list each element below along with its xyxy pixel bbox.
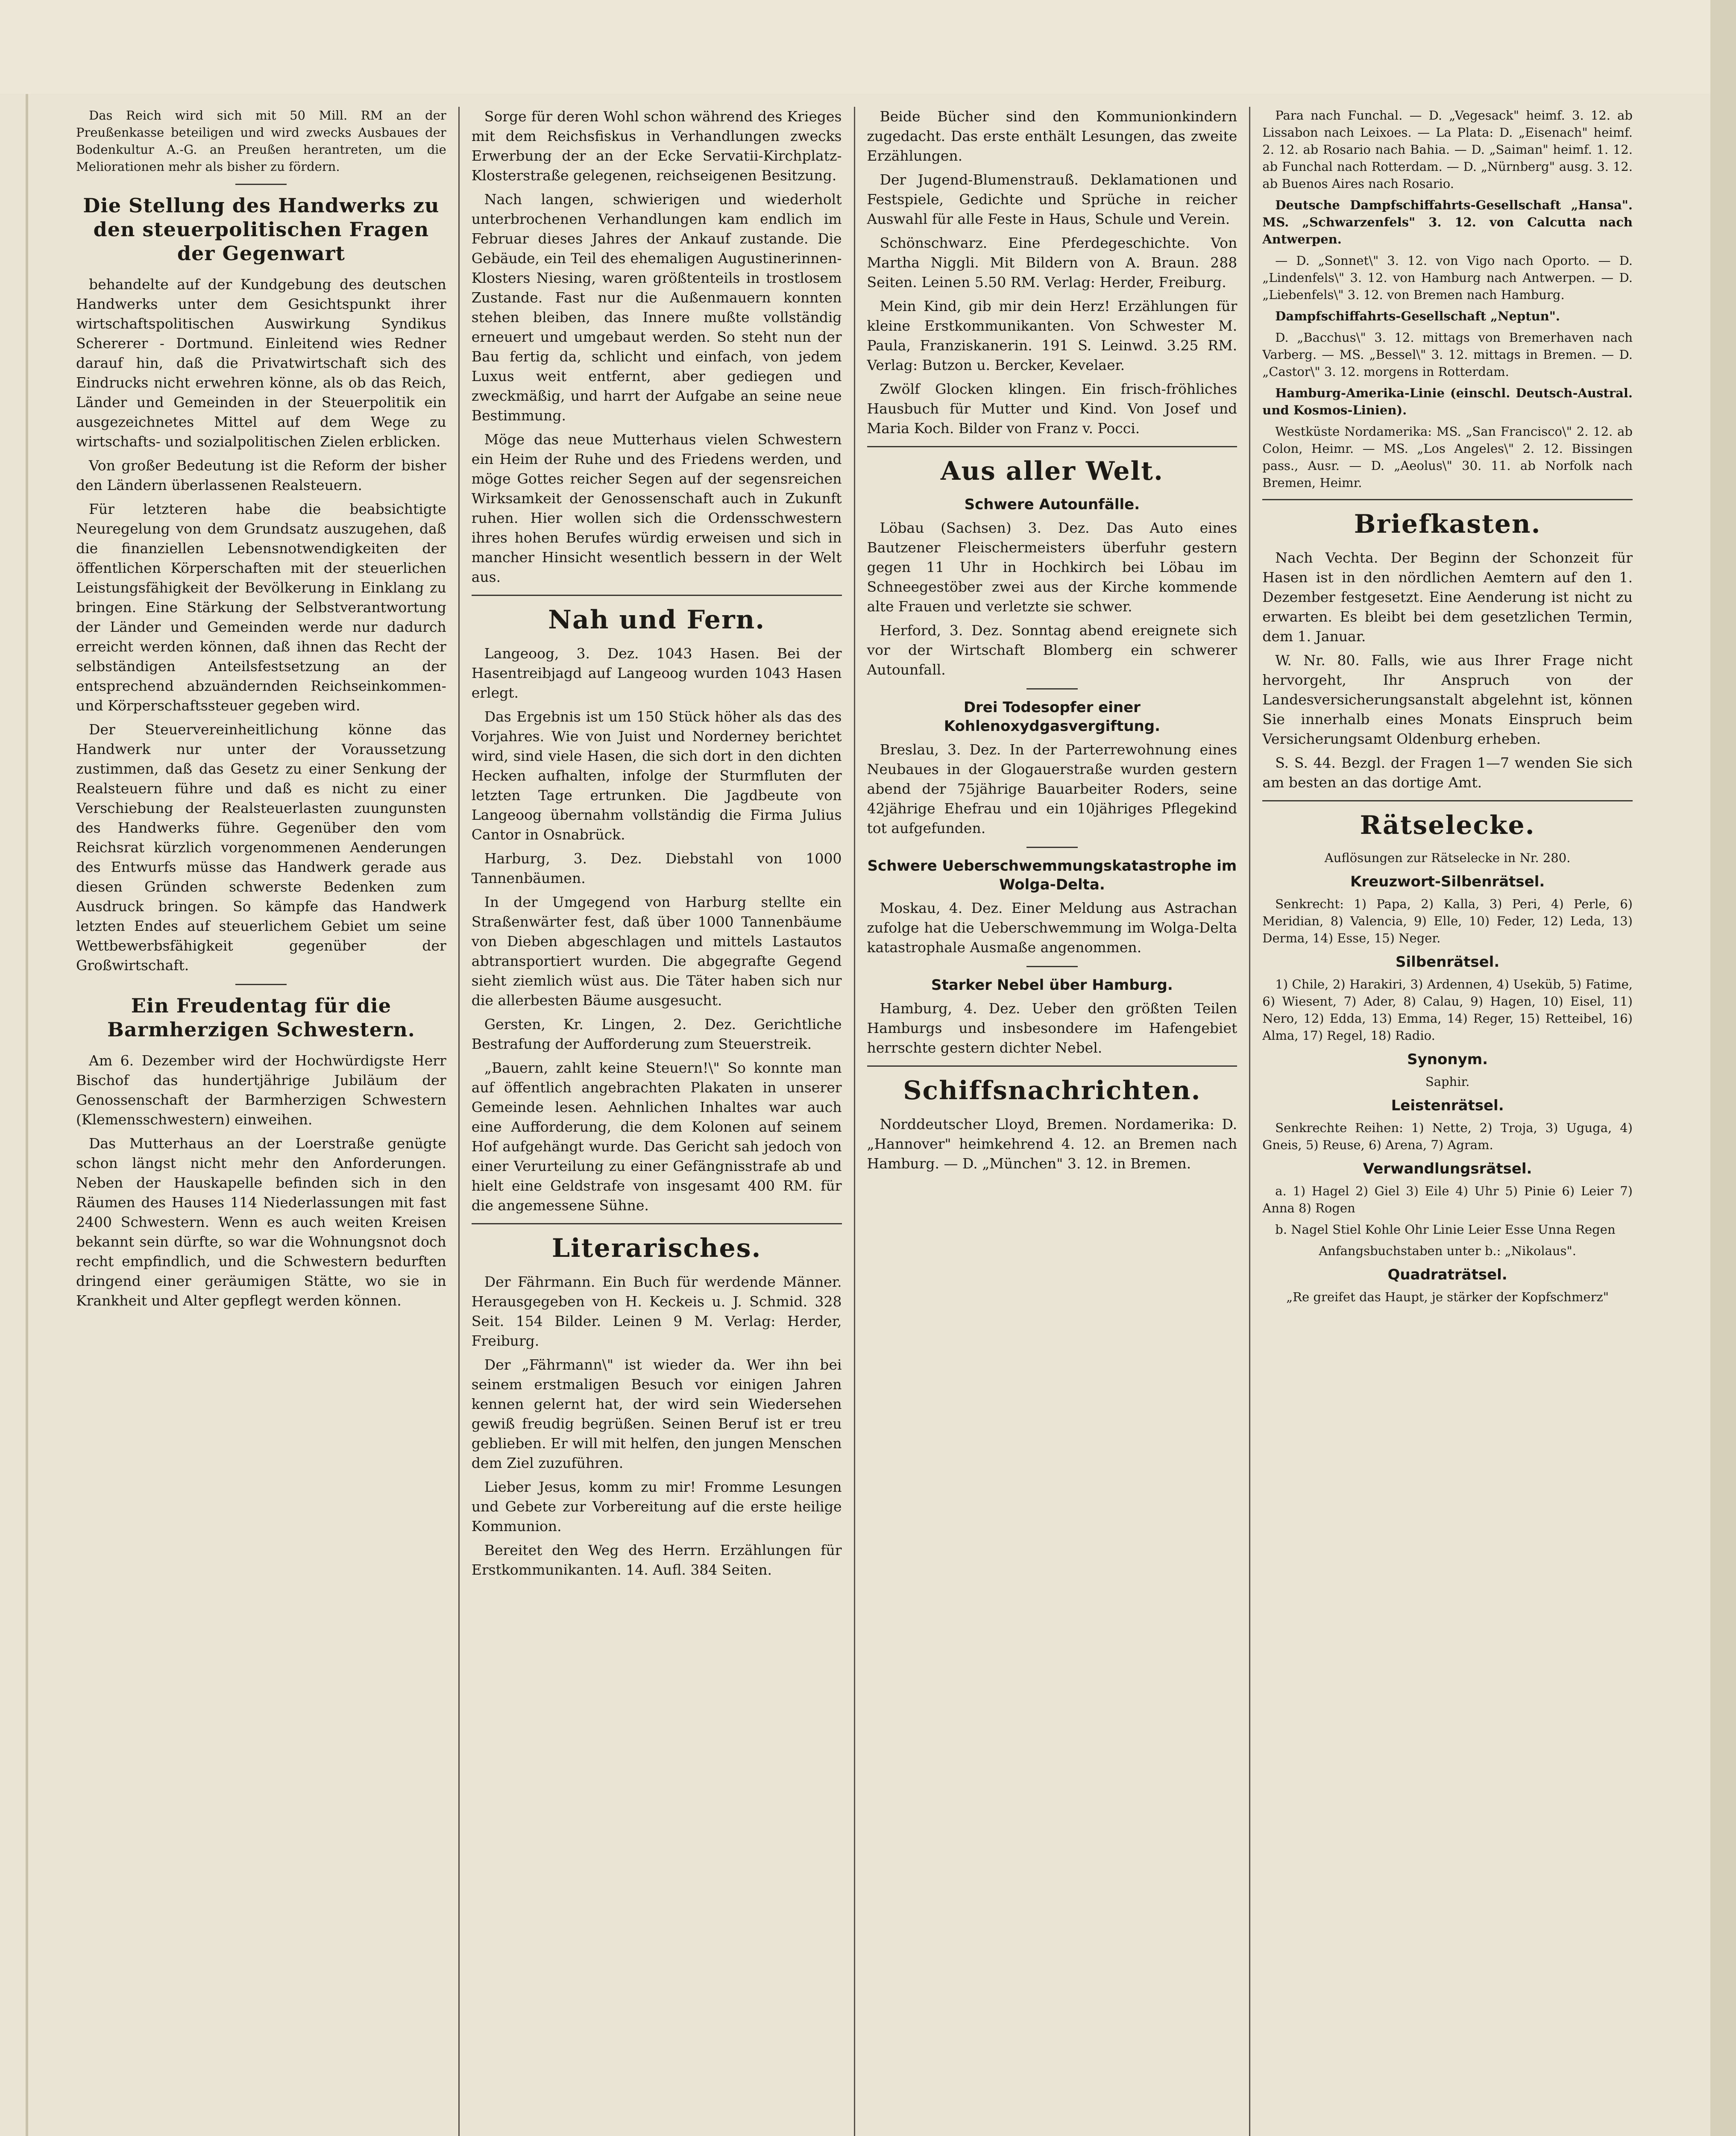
book-review: Mein Kind, gib mir dein Herz! Erzählungen für kleine Erstkommunikanten. Von Schwester M. Paula, Franziskanerin. 191 S. Leinwd. 3.25 RM. Verlag: Butzon u. Bercker, Kevelaer. <box>867 298 1237 373</box>
puzzle-intro: Auflösungen zur Rätselecke in Nr. 280. <box>1324 851 1571 865</box>
shipping-company: Deutsche Dampfschiffahrts-Gesellschaft „Hansa". MS. „Schwarzenfels" 3. 12. von Calcutta nach Antwerpen. <box>1262 198 1633 246</box>
puzzle-title: Verwandlungsrätsel. <box>1363 1160 1532 1177</box>
book-review: Lieber Jesus, komm zu mir! Fromme Lesungen und Gebete zur Vorbereitung auf die erste heilige Kommunion. <box>471 1479 842 1535</box>
puzzle-title: Quadraträtsel. <box>1387 1266 1507 1283</box>
news-item: „Bauern, zahlt keine Steuern!\" So konnte man auf öffentlich angebrachten Plakaten in unserer Gemeinde lesen. Aehnlichen Inhaltes war auch eine Aufforderung, die dem Kolonen auf seinem Hof aufgehängt wurde. Das Gericht sah jedoch von einer Verurteilung zu einer Gefängnisstrafe ab und hielt eine Geldstrafe von insgesamt 400 RM. für die angemessene Sühne. <box>471 1059 842 1214</box>
news-item: Moskau, 4. Dez. Einer Meldung aus Astrachan zufolge hat die Ueberschwemmung im Wolga-Delta katastrophale Ausmaße angenommen. <box>867 900 1237 956</box>
headline-freudentag: Ein Freudentag für die Barmherzigen Schwestern. <box>107 994 415 1041</box>
book-review: Zwölf Glocken klingen. Ein frisch-fröhliches Hausbuch für Mutter und Kind. Von Josef und Maria Koch. Bilder von Franz v. Pocci. <box>867 381 1237 437</box>
puzzle-solution: 1) Chile, 2) Harakiri, 3) Ardennen, 4) Useküb, 5) Fatime, 6) Wiesent, 7) Ader, 8) Calau, 9) Hagen, 10) Eisel, 11) Nero, 12) Edda, 13) Emma, 14) Reger, 15) Retteibel, 16) Alma, 17) Regel, 18) Radio. <box>1262 977 1633 1043</box>
subheading: Schwere Autounfälle. <box>964 496 1140 513</box>
book-review: Beide Bücher sind den Kommunionkindern zugedacht. Das erste enthält Lesungen, das zweite Erzählungen. <box>867 108 1237 164</box>
letter-reply: W. Nr. 80. Falls, wie aus Ihrer Frage nicht hervorgeht, Ihr Anspruch von der Landesversicherungsanstalt abgelehnt ist, können Sie innerhalb eines Monats Einspruch beim Versicherungsamt Oldenburg erheben. <box>1262 652 1633 747</box>
column-3 <box>855 107 1251 2136</box>
shipping-company: Hamburg-Amerika-Linie (einschl. Deutsch-Austral. und Kosmos-Linien). <box>1262 386 1633 417</box>
news-item: Gersten, Kr. Lingen, 2. Dez. Gerichtliche Bestrafung der Aufforderung zum Steuerstreik. <box>471 1016 842 1052</box>
section-rule <box>472 595 842 596</box>
shipping-company: Dampfschiffahrts-Gesellschaft „Neptun". <box>1275 309 1560 323</box>
section-rule <box>472 1223 842 1224</box>
subheading: Drei Todesopfer einer Kohlenoxydgasvergiftung. <box>944 699 1160 735</box>
divider <box>1026 966 1078 967</box>
puzzle-title: Leistenrätsel. <box>1391 1097 1504 1114</box>
article-paragraph: Der Steuervereinheitlichung könne das Handwerk nur unter der Voraussetzung zustimmen, daß das Gesetz zu einer Senkung der Realsteuern führe und daß es nicht zu einer Verschiebung der Realsteuerlasten zuungunsten des Handwerks führe. Gegenüber den vom Reichsrat kürzlich vorgenommenen Aenderungen des Entwurfs müsse das Handwerk gerade aus diesen Gründen schwerste Bedenken zum Ausdruck bringen. So kämpfe das Handwerk letzten Endes auf steuerlichem Gebiet um seine Wettbewerbsfähigkeit gegenüber der Großwirtschaft. <box>76 721 446 974</box>
puzzle-title: Silbenrätsel. <box>1396 954 1500 971</box>
puzzle-solution: Senkrechte Reihen: 1) Nette, 2) Troja, 3) Uguga, 4) Gneis, 5) Reuse, 6) Arena, 7) Agram. <box>1262 1121 1633 1152</box>
divider <box>1026 688 1078 690</box>
shipping-news: D. „Bacchus\" 3. 12. mittags von Bremerhaven nach Varberg. — MS. „Bessel\" 3. 12. mittags in Bremen. — D. „Castor\" 3. 12. morgens in Rotterdam. <box>1262 330 1633 379</box>
subheading: Schwere Ueberschwemmungskatastrophe im Wolga-Delta. <box>867 857 1237 893</box>
puzzle-solution: „Re greifet das Haupt, je stärker der Kopfschmerz" <box>1286 1290 1609 1304</box>
puzzle-solution: a. 1) Hagel 2) Giel 3) Eile 4) Uhr 5) Pinie 6) Leier 7) Anna 8) Rogen <box>1262 1184 1633 1215</box>
article-paragraph: Sorge für deren Wohl schon während des Krieges mit dem Reichsfiskus in Verhandlungen zwecks Erwerbung der an der Ecke Servatii-Kirchplatz-Klosterstraße gelegenen, reichseigenen Besitzung. <box>471 108 842 184</box>
article-paragraph: behandelte auf der Kundgebung des deutschen Handwerks unter dem Gesichtspunkt ihrer wirtschaftspolitischen Auswirkung Syndikus Schererer - Dortmund. Einleitend wies Redner darauf hin, daß die Privatwirtschaft sich des Eindrucks nicht erwehren könne, als ob das Reich, Länder und Gemeinden in der Steuerpolitik ein ausgezeichnetes Mittel auf dem Wege zu wirtschafts- und sozialpolitischen Zielen erblicken. <box>76 276 446 450</box>
section-title-literarisches: Literarisches. <box>551 1233 762 1263</box>
shipping-news: — D. „Sonnet\" 3. 12. von Vigo nach Oporto. — D. „Lindenfels\" 3. 12. von Hamburg nach Antwerpen. — D. „Liebenfels\" 3. 12. von Bremen nach Hamburg. <box>1262 253 1633 302</box>
puzzle-solution: Anfangsbuchstaben unter b.: „Nikolaus". <box>1319 1244 1577 1258</box>
puzzle-title: Synonym. <box>1407 1051 1488 1068</box>
puzzle-title: Kreuzwort-Silbenrätsel. <box>1350 873 1545 890</box>
headline-handwerk: Die Stellung des Handwerks zu den steuerpolitischen Fragen der Gegenwart <box>83 194 440 265</box>
section-rule <box>1262 800 1633 801</box>
book-review: Der Jugend-Blumenstrauß. Deklamationen und Festspiele, Gedichte und Sprüche in reicher Auswahl für alle Feste in Haus, Schule und Verein. <box>867 171 1237 227</box>
divider <box>235 184 287 185</box>
article-paragraph: Das Mutterhaus an der Loerstraße genügte schon längst nicht mehr den Anforderungen. Neben der Hauskapelle befinden sich in den Räumen des Hauses 114 Niederlassungen mit fast 2400 Schwestern. Wenn es auch weiten Kreisen bekannt sein dürfte, so war die Wohnungsnot doch recht empfindlich, und die Schwestern bedurften dringend einer geräumigen Stätte, wo sie in Krankheit und Alter gepflegt werden können. <box>76 1135 446 1309</box>
news-item: Das Ergebnis ist um 150 Stück höher als das des Vorjahres. Wie von Juist und Norderney berichtet wird, sind viele Hasen, die sich dort in den dichten Hecken aufhalten, infolge der Sturmfluten der letzten Tage ertrunken. Die Jagdbeute von Langeoog übernahm vollständig die Firma Julius Cantor in Osnabrück. <box>471 708 842 843</box>
section-title-nah-und-fern: Nah und Fern. <box>548 605 765 635</box>
scan-right-edge <box>1710 0 1736 2136</box>
divider <box>1026 847 1078 848</box>
divider <box>235 984 287 985</box>
section-title-briefkasten: Briefkasten. <box>1354 509 1541 539</box>
section-rule <box>867 446 1237 447</box>
news-item: Harburg, 3. Dez. Diebstahl von 1000 Tannenbäumen. <box>471 850 842 886</box>
section-rule <box>1262 499 1633 500</box>
section-title-aus-aller-welt: Aus aller Welt. <box>940 456 1164 486</box>
news-item: Löbau (Sachsen) 3. Dez. Das Auto eines Bautzener Fleischermeisters überfuhr gestern gegen 11 Uhr in Hochkirch bei Löbau im Schneegestöber zwei aus der Kirche kommende alte Frauen und verletzte sie schwer. <box>867 519 1237 615</box>
news-item: Breslau, 3. Dez. In der Parterrewohnung eines Neubaues in der Glogauerstraße wurden gestern abend der 75jährige Bauarbeiter Roders, seine 42jährige Ehefrau und ein 10jähriges Pflegekind tot aufgefunden. <box>867 741 1237 836</box>
shipping-news: Westküste Nordamerika: MS. „San Francisco\" 2. 12. ab Colon, Heimr. — MS. „Los Angeles\" 2. 12. Bissingen pass., Ausr. — D. „Aeolus\" 30. 11. ab Norfolk nach Bremen, Heimr. <box>1262 424 1633 490</box>
book-review: Bereitet den Weg des Herrn. Erzählungen für Erstkommunikanten. 14. Aufl. 384 Seiten. <box>471 1542 842 1578</box>
subheading: Starker Nebel über Hamburg. <box>931 977 1173 994</box>
book-review: Der Fährmann. Ein Buch für werdende Männer. Herausgegeben von H. Keckeis u. J. Schmid. 328 Seit. 154 Bilder. Leinen 9 M. Verlag: Herder, Freiburg. <box>471 1273 842 1349</box>
news-item: Hamburg, 4. Dez. Ueber den größten Teilen Hamburgs und insbesondere im Hafengebiet herrschte gestern dichter Nebel. <box>867 1000 1237 1056</box>
section-rule <box>867 1065 1237 1067</box>
page-top-margin <box>0 0 1736 94</box>
article-paragraph: Von großer Bedeutung ist die Reform der bisher den Ländern überlassenen Realsteuern. <box>76 457 446 493</box>
shipping-news: Para nach Funchal. — D. „Vegesack" heimf. 3. 12. ab Lissabon nach Leixoes. — La Plata: D. „Eisenach" heimf. 2. 12. ab Rosario nach Bahia. — D. „Saiman" heimf. 1. 12. ab Funchal nach Rotterdam. — D. „Nürnberg" ausg. 3. 12. ab Buenos Aires nach Rosario. <box>1262 108 1633 191</box>
section-title-raetselecke: Rätselecke. <box>1360 810 1535 840</box>
newspaper-page <box>64 107 1645 2136</box>
article-paragraph: Für letzteren habe die beabsichtigte Neuregelung von dem Grundsatz auszugehen, daß die finanziellen Lebensnotwendigkeiten der öffentlichen Körperschaften mit der steuerlichen Leistungsfähigkeit der Bevölkerung in Einklang zu bringen. Eine Stärkung der Selbstverantwortung der Länder und Gemeinden werde nur dadurch erreicht werden können, daß ihnen das Recht der selbständigen Anteilsfestsetzung an der entsprechend abzuändernden Reichseinkommen- und Körperschaftssteuer gegeben wird. <box>76 501 446 714</box>
news-item: In der Umgegend von Harburg stellte ein Straßenwärter fest, daß über 1000 Tannenbäume von Dieben abgeschlagen und mittels Lastautos abtransportiert wurden. Die abgegrafte Gegend sieht ziemlich wüst aus. Die Täter haben sich nur die allerbesten Bäume ausgesucht. <box>471 894 842 1009</box>
article-paragraph: Am 6. Dezember wird der Hochwürdigste Herr Bischof das hundertjährige Jubiläum der Genossenschaft der Barmherzigen Schwestern (Klemensschwestern) einweihen. <box>76 1052 446 1128</box>
letter-reply: S. S. 44. Bezgl. der Fragen 1—7 wenden Sie sich am besten an das dortige Amt. <box>1262 754 1633 791</box>
column-2 <box>460 107 855 2136</box>
news-item: Langeoog, 3. Dez. 1043 Hasen. Bei der Hasentreibjagd auf Langeoog wurden 1043 Hasen erlegt. <box>471 645 842 701</box>
intro-text: Das Reich wird sich mit 50 Mill. RM an der Preußenkasse beteiligen und wird zwecks Ausbaues der Bodenkultur A.-G. an Preußen herantreten, um die Meliorationen mehr als bisher zu fördern. <box>76 108 446 174</box>
news-item: Herford, 3. Dez. Sonntag abend ereignete sich vor der Wirtschaft Blomberg ein schwerer Autounfall. <box>867 622 1237 678</box>
shipping-news: Norddeutscher Lloyd, Bremen. Nordamerika: D. „Hannover" heimkehrend 4. 12. an Bremen nach Hamburg. — D. „München" 3. 12. in Bremen. <box>867 1116 1237 1172</box>
column-1 <box>64 107 460 2136</box>
article-paragraph: Nach langen, schwierigen und wiederholt unterbrochenen Verhandlungen kam endlich im Februar dieses Jahres der Ankauf zustande. Die Gebäude, ein Teil des ehemaligen Augustinerinnen-Klosters Niesing, waren größtenteils in trostlosem Zustande. Fast nur die Außenmauern konnten stehen bleiben, das Innere mußte vollständig erneuert und umgebaut werden. So steht nun der Bau fertig da, schlicht und einfach, von jedem Luxus weit entfernt, aber gediegen und zweckmäßig, und harrt der Aufgabe an seine neue Bestimmung. <box>471 191 842 424</box>
puzzle-solution: Saphir. <box>1425 1074 1470 1089</box>
puzzle-solution: b. Nagel Stiel Kohle Ohr Linie Leier Esse Unna Regen <box>1275 1222 1616 1237</box>
section-title-schiffsnachrichten: Schiffsnachrichten. <box>903 1076 1201 1106</box>
book-review: Der „Fährmann\" ist wieder da. Wer ihn bei seinem erstmaligen Besuch vor einigen Jahren kennen gelernt hat, der wird sein Wiedersehen gewiß freudig begrüßen. Seinen Beruf ist er treu geblieben. Er will mit helfen, den jungen Menschen dem Ziel zuzuführen. <box>471 1356 842 1471</box>
book-review: Schönschwarz. Eine Pferdegeschichte. Von Martha Niggli. Mit Bildern von A. Braun. 288 Seiten. Leinen 5.50 RM. Verlag: Herder, Freiburg. <box>867 235 1237 290</box>
article-paragraph: Möge das neue Mutterhaus vielen Schwestern ein Heim der Ruhe und des Friedens werden, und möge Gottes reicher Segen auf der segensreichen Wirksamkeit der Genossenschaft auch in Zukunft ruhen. Hier wollen sich die Ordensschwestern ihres hohen Berufes würdig erweisen und sich in mancher Hinsicht wesentlich bessern in der Welt aus. <box>471 431 842 585</box>
column-4 <box>1250 107 1645 2136</box>
puzzle-solution: Senkrecht: 1) Papa, 2) Kalla, 3) Peri, 4) Perle, 6) Meridian, 8) Valencia, 9) Elle, 10) Feder, 12) Leda, 13) Derma, 14) Esse, 15) Neger. <box>1262 897 1633 945</box>
letter-reply: Nach Vechta. Der Beginn der Schonzeit für Hasen ist in den nördlichen Aemtern auf den 1. Dezember festgesetzt. Eine Aenderung ist nicht zu erwarten. Es bleibt bei dem gesetzlichen Termin, dem 1. Januar. <box>1262 549 1633 645</box>
